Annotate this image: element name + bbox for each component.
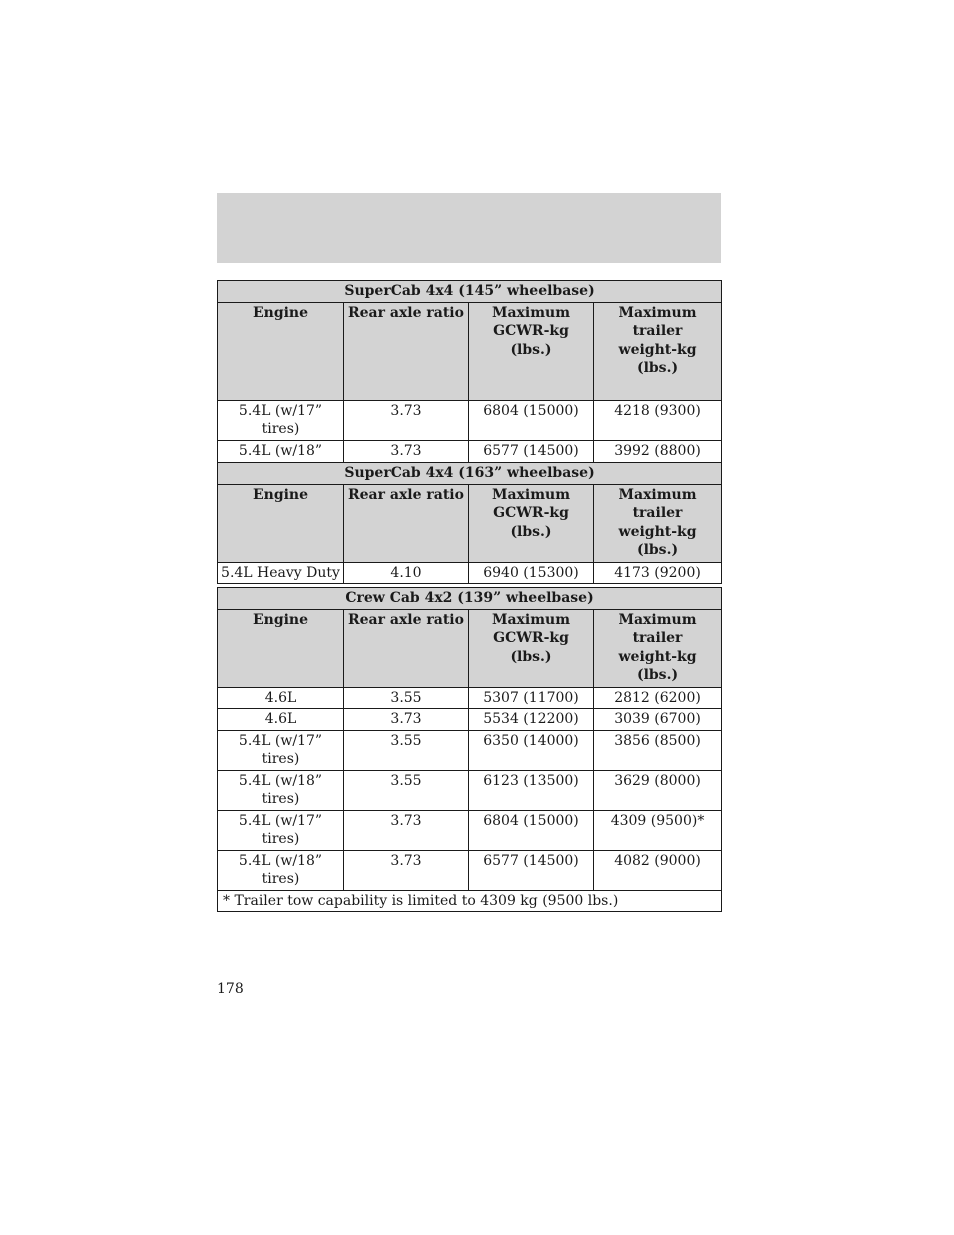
table-title-row [218,588,722,610]
table-row [218,850,722,890]
cell-engine: 4.6L [218,709,344,731]
section-header-band [217,193,721,263]
cell-trailer-weight: 2812 (6200) [594,687,722,709]
cell-axle-ratio: 3.73 [344,709,469,731]
column-header-gcwr: Maximum GCWR-kg (lbs.) [469,302,594,400]
table-row [218,709,722,731]
cell-trailer-weight: 4309 (9500)* [594,810,722,850]
cell-gcwr: 6123 (13500) [469,770,594,810]
column-header-trailer-weight: Maximum trailer weight-kg (lbs.) [594,484,722,562]
table-footnote: * Trailer tow capability is limited to 4309 kg (9500 lbs.) [218,890,722,912]
cell-gcwr: 6804 (15000) [469,810,594,850]
cell-engine: 5.4L (w/18” tires) [218,850,344,890]
cell-engine: 5.4L (w/17” tires) [218,400,344,440]
column-header-trailer-weight: Maximum trailer weight-kg (lbs.) [594,302,722,400]
column-header-engine: Engine [218,609,344,687]
towing-table-supercab-4x4-163 [217,462,722,584]
table-row [218,562,722,584]
cell-gcwr: 6804 (15000) [469,400,594,440]
cell-trailer-weight: 3992 (8800) [594,440,722,480]
cell-engine: 5.4L (w/17” tires) [218,810,344,850]
table-header-row [218,302,722,400]
table-row [218,730,722,770]
cell-axle-ratio: 4.10 [344,562,469,584]
cell-gcwr: 5534 (12200) [469,709,594,731]
table-title-row [218,463,722,485]
towing-table-crew-cab-4x2-139 [217,587,722,912]
table-title: Crew Cab 4x2 (139” wheelbase) [218,588,722,610]
cell-trailer-weight: 3629 (8000) [594,770,722,810]
column-header-engine: Engine [218,302,344,400]
table-title: SuperCab 4x4 (163” wheelbase) [218,463,722,485]
table-header-row [218,609,722,687]
cell-engine: 5.4L (w/18” tires) [218,770,344,810]
cell-trailer-weight: 3039 (6700) [594,709,722,731]
column-header-engine: Engine [218,484,344,562]
cell-gcwr: 6577 (14500) [469,440,594,480]
table-title: SuperCab 4x4 (145” wheelbase) [218,281,722,303]
cell-engine: 5.4L (w/18” [218,440,344,480]
cell-trailer-weight: 4173 (9200) [594,562,722,584]
table-header-row [218,484,722,562]
towing-table-supercab-4x4-145 [217,280,722,481]
cell-axle-ratio: 3.73 [344,850,469,890]
table-row [218,400,722,440]
cell-gcwr: 6350 (14000) [469,730,594,770]
cell-axle-ratio: 3.55 [344,687,469,709]
column-header-gcwr: Maximum GCWR-kg (lbs.) [469,609,594,687]
cell-gcwr: 6577 (14500) [469,850,594,890]
cell-axle-ratio: 3.73 [344,400,469,440]
cell-gcwr: 6940 (15300) [469,562,594,584]
cell-engine: 5.4L Heavy Duty [218,562,344,584]
cell-engine: 4.6L [218,687,344,709]
cell-axle-ratio: 3.73 [344,440,469,480]
column-header-axle-ratio: Rear axle ratio [344,609,469,687]
cell-axle-ratio: 3.55 [344,730,469,770]
table-row [218,687,722,709]
column-header-gcwr: Maximum GCWR-kg (lbs.) [469,484,594,562]
page-number: 178 [217,981,244,997]
table-row [218,770,722,810]
table-footnote-row [218,890,722,912]
cell-axle-ratio: 3.73 [344,810,469,850]
column-header-axle-ratio: Rear axle ratio [344,484,469,562]
cell-trailer-weight: 4218 (9300) [594,400,722,440]
cell-trailer-weight: 4082 (9000) [594,850,722,890]
table-title-row [218,281,722,303]
column-header-axle-ratio: Rear axle ratio [344,302,469,400]
cell-axle-ratio: 3.55 [344,770,469,810]
column-header-trailer-weight: Maximum trailer weight-kg (lbs.) [594,609,722,687]
table-row [218,810,722,850]
cell-engine: 5.4L (w/17” tires) [218,730,344,770]
cell-trailer-weight: 3856 (8500) [594,730,722,770]
cell-gcwr: 5307 (11700) [469,687,594,709]
